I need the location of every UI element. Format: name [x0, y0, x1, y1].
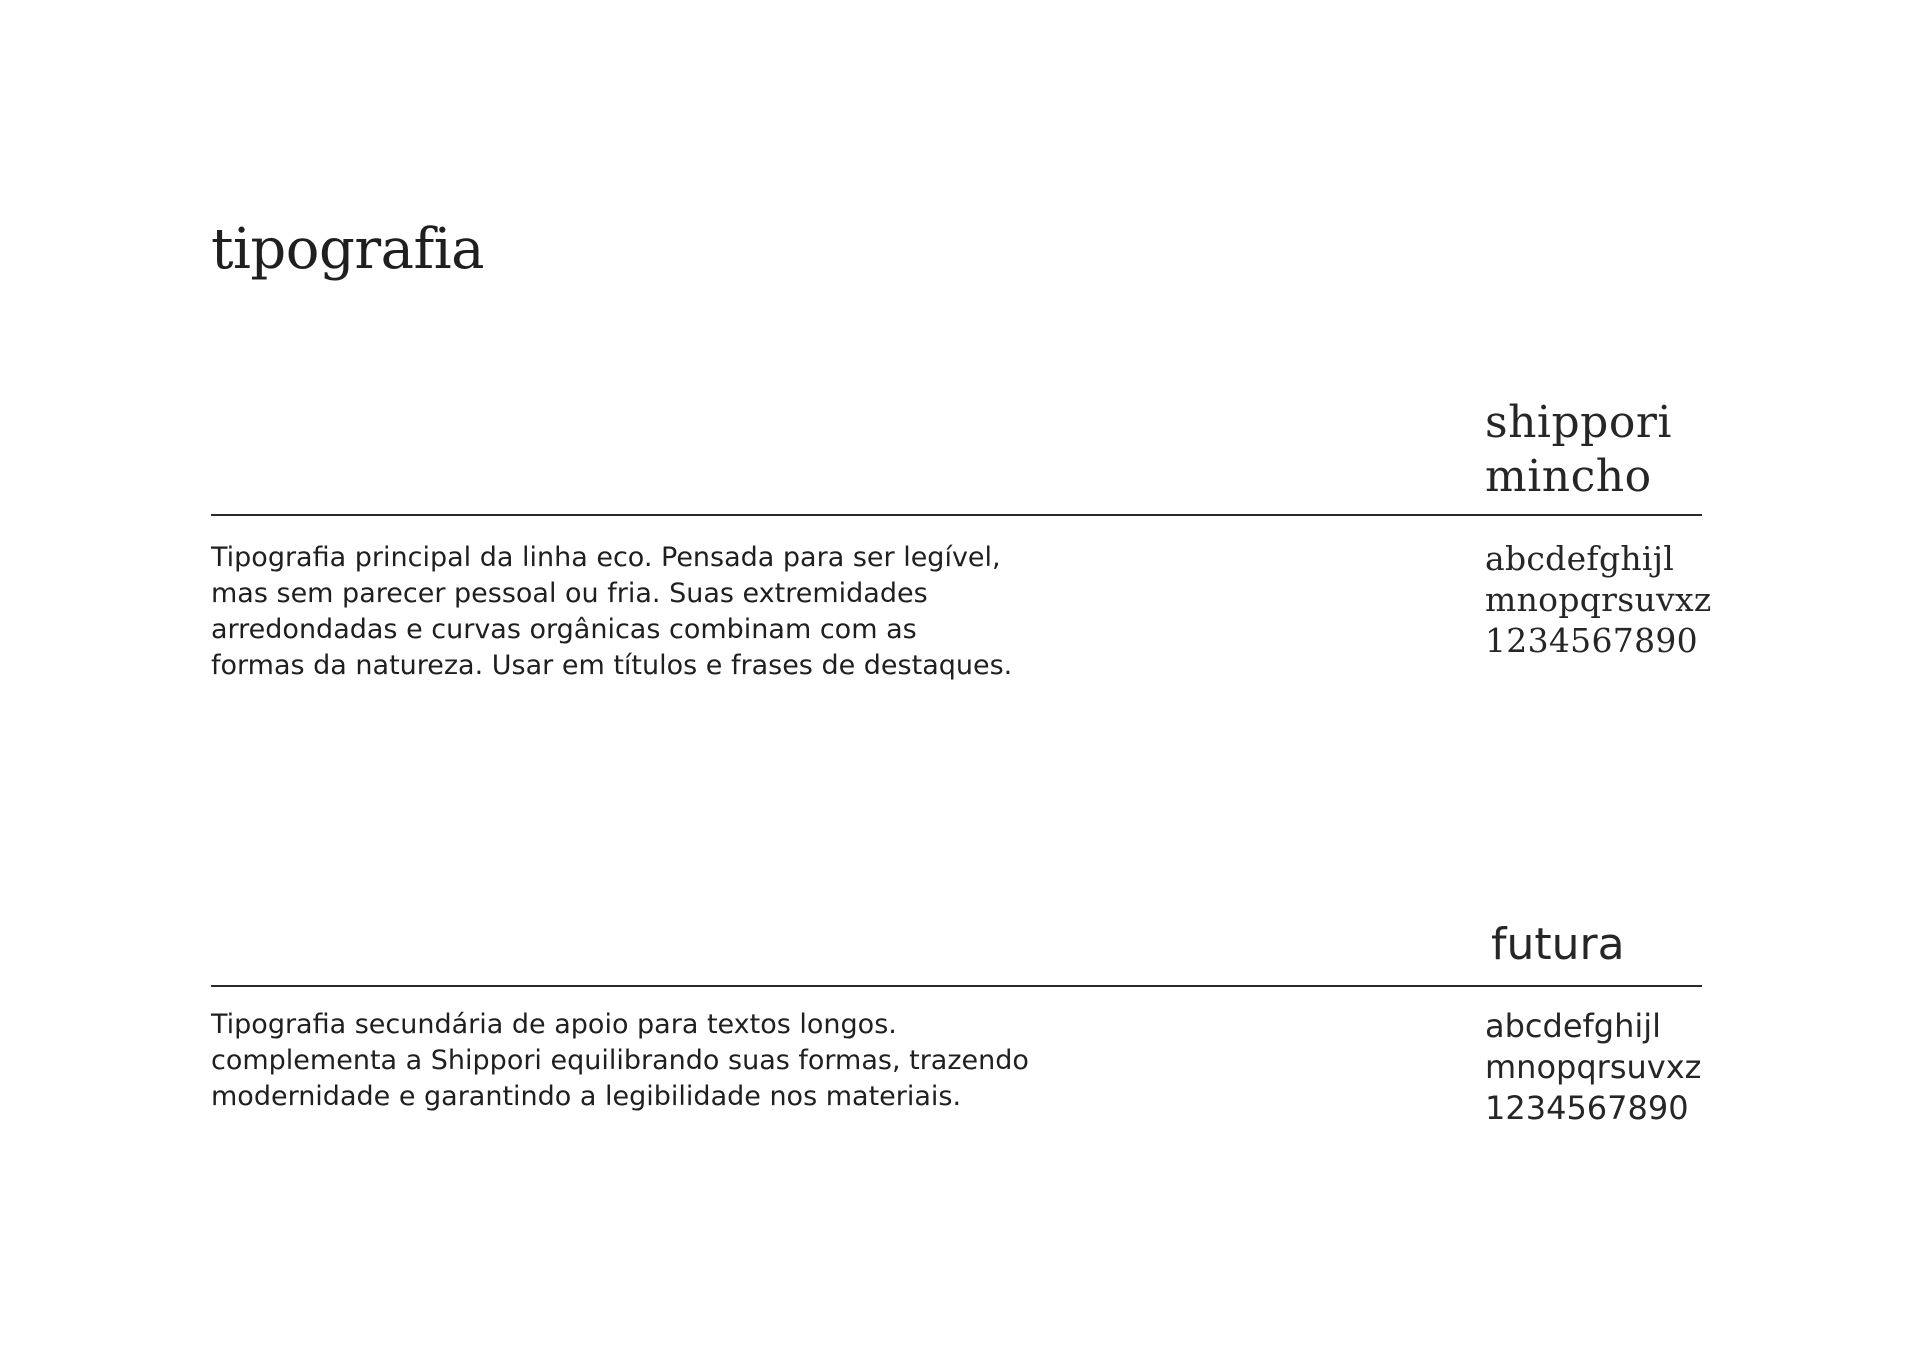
glyph-sample	[1485, 1006, 1701, 1129]
glyph-sample-line: 1234567890	[1485, 1089, 1689, 1127]
glyph-sample-line: abcdefghijl	[1485, 1007, 1662, 1045]
section-divider	[211, 985, 1702, 987]
description-line: mas sem parecer pessoal ou fria. Suas extremidades	[211, 578, 928, 609]
description-line: Tipografia secundária de apoio para textos longos.	[211, 1009, 897, 1040]
description-line: arredondadas e curvas orgânicas combinam com as	[211, 614, 917, 645]
glyph-sample-line: mnopqrsuvxz	[1485, 580, 1712, 619]
typeface-name-line: shippori	[1485, 397, 1672, 448]
glyph-sample-line: abcdefghijl	[1485, 539, 1675, 578]
typeface-name-line: mincho	[1485, 451, 1652, 502]
glyph-sample	[1485, 538, 1712, 661]
description-line: formas da natureza. Usar em títulos e frases de destaques.	[211, 650, 1013, 681]
typeface-name	[1491, 918, 1625, 972]
glyph-sample-line: 1234567890	[1485, 621, 1698, 660]
page-title: tipografia	[211, 217, 485, 282]
typeface-name-line: futura	[1491, 919, 1625, 970]
glyph-sample-line: mnopqrsuvxz	[1485, 1048, 1702, 1086]
description-line: modernidade e garantindo a legibilidade nos materiais.	[211, 1081, 962, 1112]
section-divider	[211, 514, 1702, 516]
typeface-description	[211, 1007, 1111, 1115]
description-line: Tipografia principal da linha eco. Pensada para ser legível,	[211, 542, 1001, 573]
typeface-description	[211, 540, 1111, 684]
description-line: complementa a Shippori equilibrando suas formas, trazendo	[211, 1045, 1029, 1076]
typeface-name	[1485, 396, 1672, 504]
